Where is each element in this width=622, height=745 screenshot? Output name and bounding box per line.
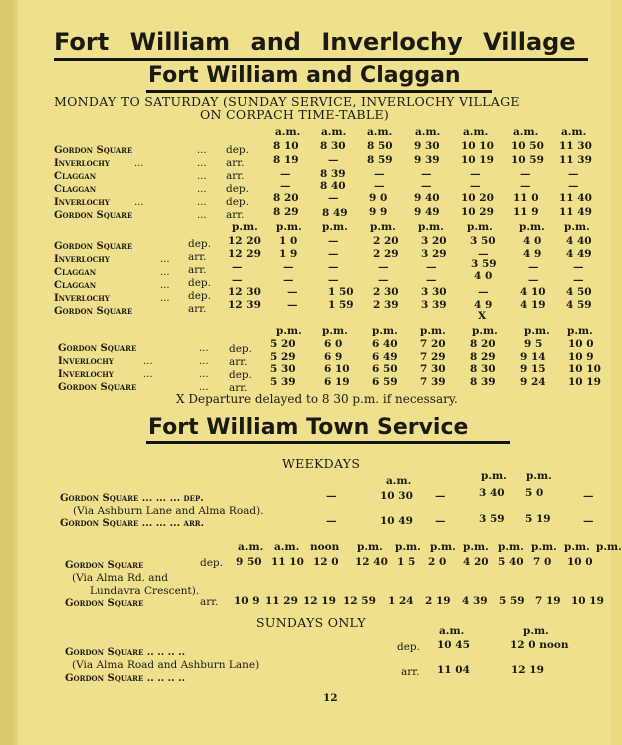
time-cell: 6 0	[324, 338, 343, 350]
dep-arr-label: dep.	[188, 277, 211, 289]
time-header: p.m.	[420, 325, 446, 337]
leader-dots: ...	[160, 254, 170, 265]
time-cell: —	[232, 274, 243, 286]
time-header: p.m.	[467, 221, 493, 233]
time-cell: 1 0	[279, 235, 298, 247]
time-header: p.m.	[498, 541, 524, 553]
time-header: a.m.	[238, 541, 264, 553]
leader-dots: ...	[199, 382, 209, 393]
time-cell: 9 5	[524, 338, 543, 350]
time-header: p.m.	[322, 221, 348, 233]
time-header: a.m.	[367, 126, 393, 138]
dep-arr-label: arr.	[401, 666, 420, 678]
time-cell: 11 49	[559, 206, 592, 218]
time-cell: 11 29	[265, 595, 298, 607]
time-cell: 8 10	[273, 140, 299, 152]
time-cell: 7 30	[420, 363, 446, 375]
time-header: p.m.	[418, 221, 444, 233]
section1-rule	[146, 90, 492, 93]
time-cell: —	[568, 180, 579, 192]
stop-name: Inverlochy	[54, 254, 110, 265]
time-cell: —	[573, 274, 584, 286]
time-cell: 10 45	[437, 639, 470, 651]
time-cell: 6 9	[324, 351, 343, 363]
time-cell: 4 20	[463, 556, 489, 568]
section1-subtitle-line2: ON CORPACH TIME-TABLE)	[200, 107, 390, 122]
time-cell: 11 9	[513, 206, 539, 218]
time-cell: 9 24	[520, 376, 546, 388]
time-cell: 6 50	[372, 363, 398, 375]
time-header: p.m.	[430, 541, 456, 553]
time-cell: 11 0	[513, 192, 539, 204]
dep-arr-label: dep.	[229, 343, 252, 355]
time-cell: 5 0	[525, 487, 544, 499]
time-cell: 7 0	[533, 556, 552, 568]
leader-dots: ...	[160, 293, 170, 304]
time-header: p.m.	[596, 541, 622, 553]
stop-name: Claggan	[54, 267, 97, 278]
section2-title: Fort William Town Service	[148, 415, 469, 440]
time-cell: —	[435, 515, 446, 527]
time-cell: —	[528, 261, 539, 273]
time-cell: 10 50	[511, 140, 544, 152]
time-cell: —	[520, 180, 531, 192]
time-cell: 11 10	[271, 556, 304, 568]
stop-name: Gordon Square .. .. .. ..	[65, 673, 186, 684]
time-cell: 3 50	[470, 235, 496, 247]
time-cell: 11 39	[559, 154, 592, 166]
time-cell: 5 30	[270, 363, 296, 375]
time-header: p.m.	[564, 221, 590, 233]
time-cell: 9 50	[236, 556, 262, 568]
time-cell: 10 29	[461, 206, 494, 218]
time-cell: 12 0	[313, 556, 339, 568]
time-cell: 12 19	[303, 595, 336, 607]
leader-dots: ...	[197, 184, 207, 195]
time-cell: 3 40	[479, 487, 505, 499]
section1-subtitle-line1: MONDAY TO SATURDAY (SUNDAY SERVICE, INVERLOCHY VILLAGE	[54, 94, 520, 109]
time-cell: 3 30	[421, 286, 447, 298]
dep-arr-label: dep.	[188, 290, 211, 302]
time-header: p.m.	[524, 325, 550, 337]
time-cell: 10 30	[380, 490, 413, 502]
dep-arr-label: dep.	[226, 144, 249, 156]
page-binding-shadow	[14, 0, 18, 745]
time-cell: 10 9	[568, 351, 594, 363]
time-cell: 10 10	[568, 363, 601, 375]
time-cell: —	[378, 261, 389, 273]
dep-arr-label: arr.	[229, 356, 248, 368]
time-header: p.m.	[526, 470, 552, 482]
dep-arr-label: arr.	[229, 382, 248, 394]
time-cell: —	[478, 248, 489, 260]
time-header: p.m.	[567, 325, 593, 337]
time-cell: 5 40	[498, 556, 524, 568]
time-cell: 9 49	[414, 206, 440, 218]
time-cell: 2 29	[373, 248, 399, 260]
dep-arr-label: arr.	[226, 209, 245, 221]
stop-name: Inverlochy	[54, 158, 110, 169]
time-cell: —	[280, 180, 291, 192]
time-header: a.m.	[274, 541, 300, 553]
time-cell: 12 40	[355, 556, 388, 568]
time-cell: 1 24	[388, 595, 414, 607]
time-cell: —	[326, 515, 337, 527]
time-cell: 2 19	[425, 595, 451, 607]
leader-dots: ...	[134, 158, 144, 169]
stop-name: Inverlochy	[54, 293, 110, 304]
time-cell: 5 19	[525, 513, 551, 525]
leader-dots: ...	[160, 267, 170, 278]
time-cell: 10 19	[461, 154, 494, 166]
stop-name: Gordon Square	[65, 560, 144, 571]
time-cell: 9 15	[520, 363, 546, 375]
time-cell: —	[528, 274, 539, 286]
time-cell: 6 40	[372, 338, 398, 350]
time-cell: 2 30	[373, 286, 399, 298]
time-cell: 8 20	[273, 192, 299, 204]
leader-dots: ...	[199, 343, 209, 354]
dep-arr-label: dep.	[188, 238, 211, 250]
stop-name: Gordon Square ... ... ... arr.	[60, 518, 205, 529]
dep-arr-label: dep.	[200, 557, 223, 569]
time-header: a.m.	[439, 625, 465, 637]
time-cell: 8 40	[320, 180, 346, 192]
time-cell: —	[520, 168, 531, 180]
time-cell: 8 30	[470, 363, 496, 375]
time-cell: 2 39	[373, 299, 399, 311]
time-cell: 4 49	[566, 248, 592, 260]
time-cell: 12 39	[228, 299, 261, 311]
stop-name: Claggan	[54, 171, 97, 182]
time-cell: 10 20	[461, 192, 494, 204]
stop-name: Inverlochy	[58, 356, 114, 367]
leader-dots: ...	[197, 171, 207, 182]
time-cell: 4 0	[474, 270, 493, 282]
footnote-mark: X	[478, 310, 487, 322]
time-cell: 9 14	[520, 351, 546, 363]
time-cell: —	[280, 168, 291, 180]
time-cell: —	[374, 168, 385, 180]
time-cell: 9 9	[369, 206, 388, 218]
time-header: p.m.	[564, 541, 590, 553]
via-note: (Via Ashburn Lane and Alma Road).	[73, 505, 264, 517]
section2-rule	[146, 441, 510, 444]
dep-arr-label: dep.	[226, 196, 249, 208]
via-note: Lundavra Crescent).	[90, 585, 200, 597]
time-cell: 8 19	[273, 154, 299, 166]
time-header: p.m.	[463, 541, 489, 553]
time-header: a.m.	[275, 126, 301, 138]
time-cell: 12 20	[228, 235, 261, 247]
time-cell: —	[283, 274, 294, 286]
time-header: p.m.	[276, 221, 302, 233]
dep-arr-label: arr.	[188, 264, 207, 276]
time-cell: 4 50	[566, 286, 592, 298]
time-cell: 3 59	[479, 513, 505, 525]
time-cell: 8 50	[367, 140, 393, 152]
time-cell: 7 29	[420, 351, 446, 363]
time-header: p.m.	[232, 221, 258, 233]
time-cell: 2 0	[428, 556, 447, 568]
stop-name: Gordon Square	[54, 145, 133, 156]
time-cell: —	[470, 180, 481, 192]
dep-arr-label: dep.	[397, 641, 420, 653]
leader-dots: ...	[143, 369, 153, 380]
time-cell: 5 39	[270, 376, 296, 388]
leader-dots: ...	[143, 356, 153, 367]
time-cell: 8 39	[320, 168, 346, 180]
stop-name: Gordon Square	[58, 343, 137, 354]
dep-arr-label: arr.	[226, 170, 245, 182]
dep-arr-label: arr.	[200, 596, 219, 608]
time-cell: 4 39	[462, 595, 488, 607]
time-cell: 10 19	[568, 376, 601, 388]
time-cell: 12 59	[343, 595, 376, 607]
stop-name: Gordon Square	[54, 306, 133, 317]
time-cell: 7 19	[535, 595, 561, 607]
time-cell: 4 19	[520, 299, 546, 311]
time-cell: 10 0	[567, 556, 593, 568]
time-cell: 11 04	[437, 664, 470, 676]
section1-title: Fort William and Claggan	[148, 63, 461, 88]
dep-arr-label: arr.	[188, 303, 207, 315]
time-header: p.m.	[531, 541, 557, 553]
time-header: a.m.	[513, 126, 539, 138]
time-cell: 6 10	[324, 363, 350, 375]
time-cell: 3 59	[471, 258, 497, 270]
time-cell: 1 9	[279, 248, 298, 260]
time-cell: —	[232, 261, 243, 273]
time-cell: —	[328, 235, 339, 247]
time-cell: 12 0 noon	[510, 639, 569, 651]
time-header: p.m.	[519, 221, 545, 233]
time-cell: 8 59	[367, 154, 393, 166]
time-cell: —	[470, 168, 481, 180]
time-cell: 6 59	[372, 376, 398, 388]
time-cell: —	[283, 261, 294, 273]
time-cell: 8 29	[273, 206, 299, 218]
time-cell: 5 20	[270, 338, 296, 350]
leader-dots: ...	[160, 280, 170, 291]
time-cell: 10 9	[234, 595, 260, 607]
time-cell: 9 40	[414, 192, 440, 204]
time-header: a.m.	[386, 475, 412, 487]
leader-dots: ...	[197, 145, 207, 156]
time-cell: 11 40	[559, 192, 592, 204]
dep-arr-label: arr.	[188, 251, 207, 263]
page-binding-edge	[0, 0, 14, 745]
time-cell: —	[421, 180, 432, 192]
leader-dots: ...	[134, 197, 144, 208]
time-cell: 9 39	[414, 154, 440, 166]
time-cell: —	[326, 490, 337, 502]
time-header: p.m.	[276, 325, 302, 337]
time-cell: 1 5	[397, 556, 416, 568]
time-header: a.m.	[463, 126, 489, 138]
weekdays-heading: WEEKDAYS	[282, 456, 361, 471]
time-cell: 3 39	[421, 299, 447, 311]
stop-name: Gordon Square	[54, 241, 133, 252]
time-cell: —	[287, 299, 298, 311]
leader-dots: ...	[197, 158, 207, 169]
time-cell: —	[328, 274, 339, 286]
time-header: p.m.	[322, 325, 348, 337]
time-header: noon	[310, 541, 340, 553]
time-header: a.m.	[321, 126, 347, 138]
leader-dots: ...	[197, 210, 207, 221]
time-cell: 4 59	[566, 299, 592, 311]
time-cell: —	[328, 192, 339, 204]
time-cell: 12 19	[511, 664, 544, 676]
dep-arr-label: dep.	[226, 183, 249, 195]
time-header: p.m.	[481, 470, 507, 482]
time-header: p.m.	[357, 541, 383, 553]
stop-name: Gordon Square	[54, 210, 133, 221]
time-cell: 12 29	[228, 248, 261, 260]
time-cell: 1 59	[328, 299, 354, 311]
time-header: p.m.	[370, 221, 396, 233]
leader-dots: ...	[199, 369, 209, 380]
time-cell: —	[374, 180, 385, 192]
leader-dots: ...	[197, 197, 207, 208]
time-cell: —	[287, 286, 298, 298]
stop-name: Gordon Square .. .. .. ..	[65, 647, 186, 658]
time-cell: 10 10	[461, 140, 494, 152]
page-number: 12	[323, 692, 338, 704]
stop-name: Inverlochy	[58, 369, 114, 380]
footnote: X Departure delayed to 8 30 p.m. if necessary.	[176, 392, 458, 406]
time-cell: 9 0	[369, 192, 388, 204]
time-cell: 10 49	[380, 515, 413, 527]
time-cell: —	[583, 490, 594, 502]
stop-name: Inverlochy	[54, 197, 110, 208]
time-cell: 4 9	[523, 248, 542, 260]
stop-name: Gordon Square	[65, 598, 144, 609]
time-cell: 5 29	[270, 351, 296, 363]
time-cell: —	[378, 274, 389, 286]
time-cell: 5 59	[499, 595, 525, 607]
time-header: p.m.	[523, 625, 549, 637]
main-title: Fort William and Inverlochy Village	[54, 28, 576, 56]
time-cell: 8 49	[322, 207, 348, 219]
time-cell: —	[328, 261, 339, 273]
time-cell: 2 20	[373, 235, 399, 247]
title-rule	[54, 58, 588, 61]
time-header: p.m.	[395, 541, 421, 553]
time-cell: —	[328, 154, 339, 166]
time-cell: 11 30	[559, 140, 592, 152]
time-cell: —	[568, 168, 579, 180]
time-cell: 1 50	[328, 286, 354, 298]
time-cell: 4 10	[520, 286, 546, 298]
time-cell: 4 9	[474, 299, 493, 311]
stop-name: Claggan	[54, 280, 97, 291]
time-cell: —	[478, 286, 489, 298]
time-cell: 8 29	[470, 351, 496, 363]
sundays-heading: SUNDAYS ONLY	[256, 615, 366, 630]
time-cell: —	[426, 274, 437, 286]
time-cell: —	[583, 515, 594, 527]
time-header: a.m.	[561, 126, 587, 138]
via-note: (Via Alma Road and Ashburn Lane)	[72, 659, 260, 671]
time-cell: 4 40	[566, 235, 592, 247]
time-cell: 8 20	[470, 338, 496, 350]
time-cell: —	[421, 168, 432, 180]
time-cell: —	[426, 261, 437, 273]
time-cell: —	[435, 490, 446, 502]
time-header: p.m.	[472, 325, 498, 337]
time-cell: 10 0	[568, 338, 594, 350]
dep-arr-label: dep.	[229, 369, 252, 381]
time-cell: 10 59	[511, 154, 544, 166]
via-note: (Via Alma Rd. and	[72, 572, 168, 584]
stop-name: Claggan	[54, 184, 97, 195]
time-cell: 7 39	[420, 376, 446, 388]
time-cell: 8 30	[320, 140, 346, 152]
time-header: p.m.	[372, 325, 398, 337]
time-cell: 12 30	[228, 286, 261, 298]
time-header: a.m.	[415, 126, 441, 138]
time-cell: 8 39	[470, 376, 496, 388]
time-cell: 3 20	[421, 235, 447, 247]
time-cell: —	[328, 248, 339, 260]
time-cell: 6 49	[372, 351, 398, 363]
dep-arr-label: arr.	[226, 157, 245, 169]
time-cell: 6 19	[324, 376, 350, 388]
leader-dots: ...	[199, 356, 209, 367]
time-cell: 7 20	[420, 338, 446, 350]
time-cell: 3 29	[421, 248, 447, 260]
stop-name: Gordon Square ... ... ... dep.	[60, 493, 204, 504]
time-cell: —	[573, 261, 584, 273]
time-cell: 9 30	[414, 140, 440, 152]
stop-name: Gordon Square	[58, 382, 137, 393]
time-cell: 4 0	[523, 235, 542, 247]
time-cell: 10 19	[571, 595, 604, 607]
